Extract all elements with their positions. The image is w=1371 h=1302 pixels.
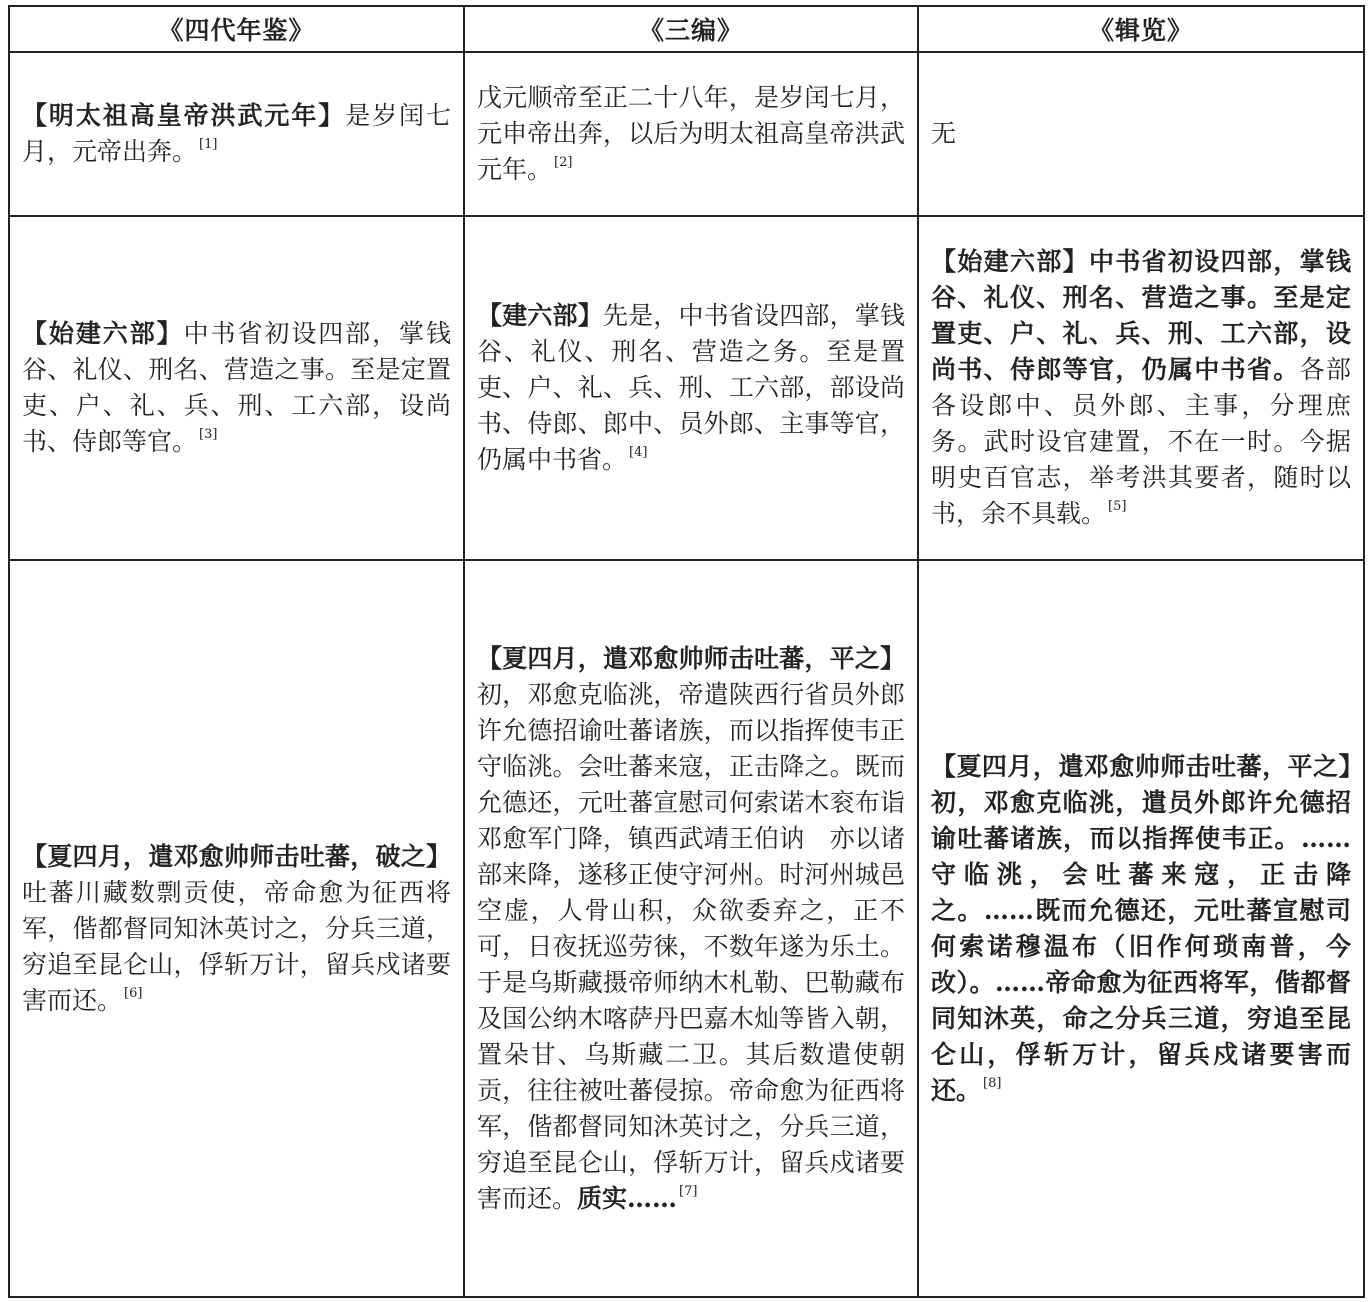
entry-text: 吐蕃川藏数剽贡使，帝命愈为征西将军，偕都督同知沐英讨之，分兵三道，穷追至昆仑山，俘斩万计，留兵戍诸要害而还。	[22, 877, 451, 1015]
entry-heading: 【夏四月，遣邓愈帅师击吐蕃，平之】	[477, 643, 905, 673]
header-sidai-nianjian: 《四代年鉴》	[9, 6, 464, 52]
entry-text: 各部各设郎中、员外郎、主事，分理庶务。武时设官建置，不在一时。今据明史百官志，举考洪其要者，随时以书，余不具载。	[931, 355, 1351, 528]
cell-sanbian	[464, 560, 918, 1297]
table-row	[9, 216, 1364, 560]
entry-trailing-bold: 质实……	[577, 1183, 678, 1213]
entry-text: 先是，中书省设四部，掌钱谷、礼仪、刑名、营造之务。至是置吏、户、礼、兵、刑、工六部，部设尚书、侍郎、郎中、员外郎、主事等官，仍属中书省。	[477, 301, 905, 474]
cell-sidai	[9, 216, 464, 560]
cell-jilan	[918, 216, 1364, 560]
footnote-marker: [1]	[199, 137, 218, 152]
footnote-marker: [3]	[199, 427, 218, 442]
footnote-marker: [8]	[983, 1075, 1002, 1091]
footnote-marker: [5]	[1108, 499, 1127, 514]
table-row	[9, 560, 1364, 1297]
cell-sidai	[9, 560, 464, 1297]
header-row	[9, 6, 1364, 52]
cell-sanbian	[464, 216, 918, 560]
cell-sidai	[9, 52, 464, 216]
entry-heading: 【夏四月，遣邓愈帅师击吐蕃，破之】	[22, 841, 451, 871]
cell-sanbian	[464, 52, 918, 216]
comparison-table	[8, 5, 1365, 1298]
header-sanbian: 《三编》	[464, 6, 918, 52]
entry-heading: 【始建六部】	[22, 319, 184, 348]
entry-heading: 【始建六部】中书省初设四部，掌钱谷、礼仪、刑名、营造之事。至是定置吏、户、礼、兵、刑、工六部，设尚书、侍郎等官，仍属中书省。	[931, 247, 1351, 384]
entry-heading: 【建六部】	[477, 301, 603, 330]
entry-text: 是岁闰七月，元帝出奔。	[22, 101, 451, 166]
entry-heading: 【明太祖高皇帝洪武元年】	[22, 101, 346, 130]
footnote-marker: [6]	[124, 985, 143, 1001]
entry-text: 初，邓愈克临洮，帝遣陕西行省员外郎许允德招谕吐蕃诸族，而以指挥使韦正守临洮。会吐蕃来寇，正击降之。既而允德还，元吐蕃宣慰司何索诺木衮布诣邓愈军门降，镇西武靖王伯讷 亦以诸部来降，遂移正使守河州。时河州城邑空虚，人骨山积，众欲委弃之，正不可，日夜抚巡劳徕，不数年遂为乐土。于是乌斯藏摄帝师纳木札勒、巴勒藏布及国公纳木喀萨丹巴嘉木灿等皆入朝，置朵甘、乌斯藏二卫。其后数遣使朝贡，往往被吐蕃侵掠。帝命愈为征西将军，偕都督同知沐英讨之，分兵三道，穷追至昆仑山，俘斩万计，留兵戍诸要害而还。	[477, 679, 905, 1213]
entry-text: 中书省初设四部，掌钱谷、礼仪、刑名、营造之事。至是定置吏、户、礼、兵、刑、工六部，设尚书、侍郎等官。	[22, 319, 451, 456]
table-row	[9, 52, 1364, 216]
entry-text: 戊元顺帝至正二十八年，是岁闰七月，元申帝出奔，以后为明太祖高皇帝洪武元年。	[477, 83, 905, 184]
entry-heading: 【夏四月，遣邓愈帅师击吐蕃，平之】初，邓愈克临洮，遣员外郎许允德招谕吐蕃诸族，而以指挥使韦正。……守临洮，会吐蕃来寇，正击降之。……既而允德还，元吐蕃宣慰司何索诺穆温布（旧作何琐南普，今改）。……帝命愈为征西将军，偕都督同知沐英，命之分兵三道，穷追至昆仑山，俘斩万计，留兵戍诸要害而还。	[931, 751, 1351, 1105]
footnote-marker: [7]	[679, 1183, 698, 1199]
cell-jilan	[918, 560, 1364, 1297]
header-jilan: 《辑览》	[918, 6, 1364, 52]
footnote-marker: [2]	[554, 155, 573, 170]
cell-jilan	[918, 52, 1364, 216]
entry-text: 无	[931, 119, 957, 148]
footnote-marker: [4]	[629, 445, 648, 460]
